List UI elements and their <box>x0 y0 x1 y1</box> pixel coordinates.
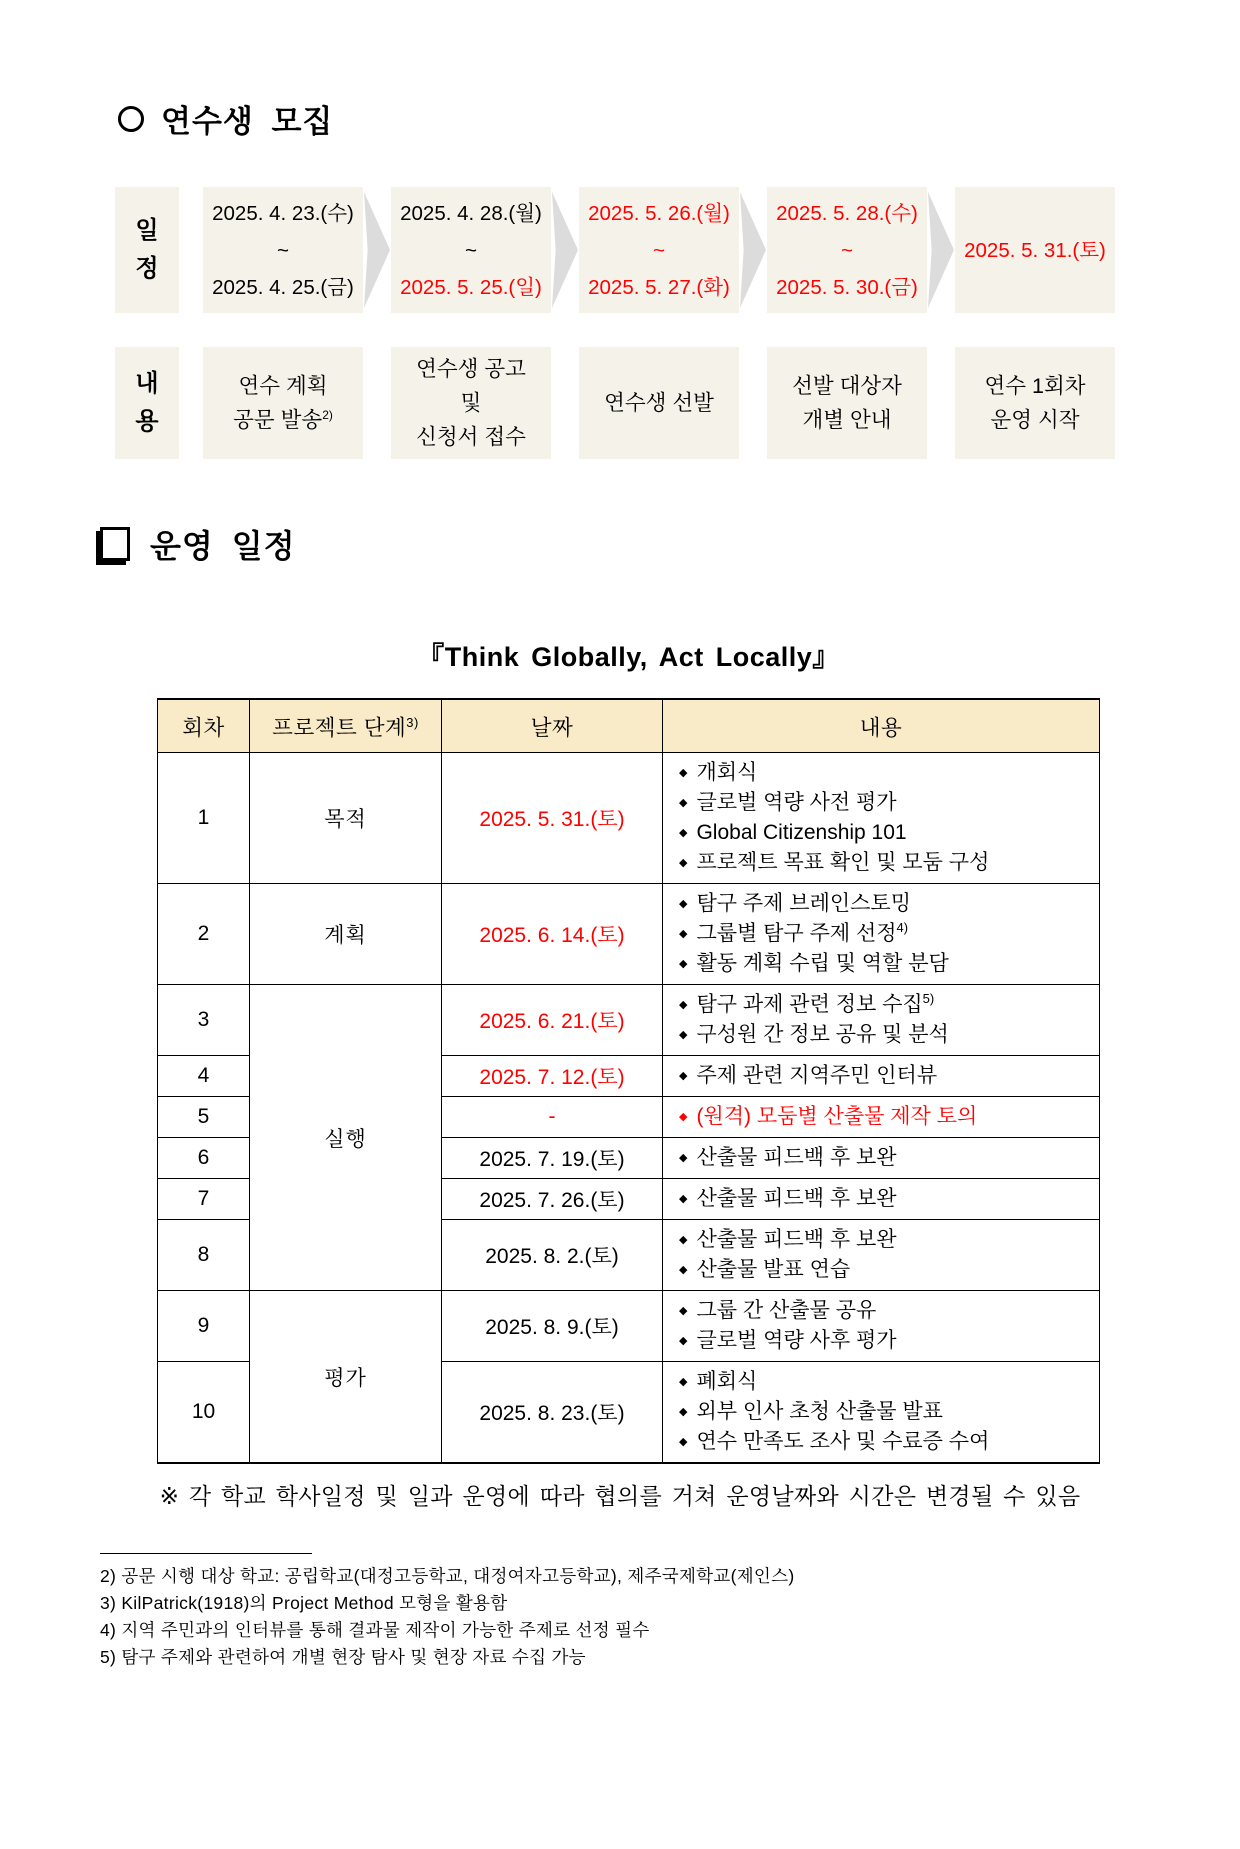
table-title: 『Think Globally, Act Locally』 <box>417 642 840 672</box>
header-stage: 프로젝트 단계$^{3)}$ <box>250 699 442 753</box>
diamond-bullet-icon: ◆ <box>679 1029 688 1041</box>
flow-content-box-3: 연수생 선발 <box>579 347 739 459</box>
flow-step-box-3-dates: 2025. 5. 26.(월) ~ 2025. 5. 27.(화) <box>579 187 739 313</box>
date-cell: - <box>442 1097 663 1138</box>
stage-cell-plan: 계획 <box>250 884 442 985</box>
bullet-item: ◆ 주제 관련 지역주민 인터뷰 <box>669 1061 1093 1091</box>
stage-cell-execute: 실행 <box>250 985 442 1291</box>
bullet-item: ◆ (원격) 모둠별 산출물 제작 토의 <box>669 1102 1093 1132</box>
content-cell <box>663 985 1100 1056</box>
content-cell <box>663 1138 1100 1179</box>
flow-step-box-1-dates: 2025. 4. 23.(수) ~ 2025. 4. 25.(금) <box>203 187 363 313</box>
flow-arrow-icon <box>740 192 766 308</box>
row-number-cell: 3 <box>158 985 250 1056</box>
recruit-heading <box>118 96 1240 141</box>
recruit-heading-label: 연수생 모집 <box>161 104 334 139</box>
date-cell: 2025. 8. 2.(토) <box>442 1220 663 1291</box>
bullet-item: ◆ 구성원 간 정보 공유 및 분석 <box>669 1020 1093 1050</box>
content-cell <box>663 1291 1100 1362</box>
footnote-divider <box>100 1553 312 1554</box>
flow-content-box-1: 연수 계획 공문 발송$^{2)}$ <box>203 347 363 459</box>
diamond-bullet-icon: ◆ <box>679 928 688 940</box>
bullet-item: ◆ 글로벌 역량 사전 평가 <box>669 788 1093 818</box>
bullet-item: ◆ 글로벌 역량 사후 평가 <box>669 1326 1093 1356</box>
flow-schedule-row <box>115 187 1115 313</box>
flow-step-box-2-dates: 2025. 4. 28.(월) ~ 2025. 5. 25.(일) <box>391 187 551 313</box>
footnote-item: 4) 지역 주민과의 인터뷰를 통해 결과물 제작이 가능한 주제로 선정 필수 <box>100 1620 650 1640</box>
flow-step-box-5-dates: 2025. 5. 31.(토) <box>955 187 1115 313</box>
content-cell <box>663 1220 1100 1291</box>
stage-cell-purpose: 목적 <box>250 753 442 884</box>
bullet-item: ◆ 산출물 피드백 후 보완 <box>669 1225 1093 1255</box>
schedule-label: 일 정 <box>115 187 179 313</box>
content-cell <box>663 753 1100 884</box>
page <box>0 96 1240 1849</box>
diamond-bullet-icon: ◆ <box>679 857 688 869</box>
bullet-item: ◆ 그룹별 탐구 주제 선정$^{4)}$ <box>669 919 1093 949</box>
diamond-bullet-icon: ◆ <box>679 1193 688 1205</box>
row-number-cell: 8 <box>158 1220 250 1291</box>
flow-content-box-4: 선발 대상자 개별 안내 <box>767 347 927 459</box>
operation-heading <box>100 521 1240 567</box>
flow-arrow-icon <box>364 192 390 308</box>
diamond-bullet-icon: ◆ <box>679 1234 688 1246</box>
bullet-item: ◆ 프로젝트 목표 확인 및 모둠 구성 <box>669 848 1093 878</box>
diamond-bullet-icon: ◆ <box>679 797 688 809</box>
diamond-bullet-icon: ◆ <box>679 767 688 779</box>
diamond-bullet-icon: ◆ <box>679 898 688 910</box>
operation-heading-label: 운영 일정 <box>150 528 296 564</box>
bullet-item: ◆ 연수 만족도 조사 및 수료증 수여 <box>669 1427 1093 1457</box>
bullet-item: ◆ 외부 인사 초청 산출물 발표 <box>669 1397 1093 1427</box>
table-row <box>158 753 1100 884</box>
row-number-cell: 6 <box>158 1138 250 1179</box>
date-cell: 2025. 7. 26.(토) <box>442 1179 663 1220</box>
row-number-cell: 4 <box>158 1056 250 1097</box>
diamond-bullet-icon: ◆ <box>679 1305 688 1317</box>
footnote-item: 3) KilPatrick(1918)의 Project Method 모형을 활용함 <box>100 1593 508 1613</box>
bullet-item: ◆ 그룹 간 산출물 공유 <box>669 1296 1093 1326</box>
circle-bullet-icon <box>118 106 144 132</box>
content-label: 내 용 <box>115 347 179 459</box>
bullet-item: ◆ 폐회식 <box>669 1367 1093 1397</box>
diamond-bullet-icon: ◆ <box>679 1436 688 1448</box>
content-cell <box>663 884 1100 985</box>
row-number-cell: 10 <box>158 1362 250 1464</box>
date-cell: 2025. 6. 14.(토) <box>442 884 663 985</box>
bullet-item: ◆ 탐구 과제 관련 정보 수집$^{5)}$ <box>669 990 1093 1020</box>
date-cell: 2025. 5. 31.(토) <box>442 753 663 884</box>
table-row <box>158 1291 1100 1362</box>
diamond-bullet-icon: ◆ <box>679 999 688 1011</box>
content-cell <box>663 1362 1100 1464</box>
date-cell: 2025. 8. 9.(토) <box>442 1291 663 1362</box>
diamond-bullet-icon: ◆ <box>679 1264 688 1276</box>
diamond-bullet-icon: ◆ <box>679 827 688 839</box>
footnote-item: 2) 공문 시행 대상 학교: 공립학교(대정고등학교, 대정여자고등학교), 제주국제학교(제인스) <box>100 1566 795 1586</box>
row-number-cell: 7 <box>158 1179 250 1220</box>
flow-arrow-icon <box>928 192 954 308</box>
header-round: 회차 <box>158 699 250 753</box>
diamond-bullet-icon: ◆ <box>679 1335 688 1347</box>
table-note: ※ 각 학교 학사일정 및 일과 운영에 따라 협의를 거쳐 운영날짜와 시간은 변경될 수 있음 <box>159 1483 1081 1509</box>
schedule-table <box>157 698 1100 1464</box>
bullet-item: ◆ 개회식 <box>669 758 1093 788</box>
footnote-item: 5) 탐구 주제와 관련하여 개별 현장 탐사 및 현장 자료 수집 가능 <box>100 1647 586 1667</box>
bullet-item: ◆ 산출물 피드백 후 보완 <box>669 1143 1093 1173</box>
bullet-item: ◆ 활동 계획 수립 및 역할 분담 <box>669 949 1093 979</box>
date-cell: 2025. 7. 12.(토) <box>442 1056 663 1097</box>
content-cell <box>663 1179 1100 1220</box>
date-cell: 2025. 7. 19.(토) <box>442 1138 663 1179</box>
row-number-cell: 1 <box>158 753 250 884</box>
bullet-item: ◆ 산출물 피드백 후 보완 <box>669 1184 1093 1214</box>
square-bullet-icon <box>100 527 130 561</box>
flow-content-row <box>115 347 1115 459</box>
header-content: 내용 <box>663 699 1100 753</box>
row-number-cell: 5 <box>158 1097 250 1138</box>
diamond-bullet-icon: ◆ <box>679 1070 688 1082</box>
flow-arrow-icon <box>552 192 578 308</box>
flow-step-box-4-dates: 2025. 5. 28.(수) ~ 2025. 5. 30.(금) <box>767 187 927 313</box>
header-date: 날짜 <box>442 699 663 753</box>
table-row <box>158 985 1100 1056</box>
bullet-item: ◆ 탐구 주제 브레인스토밍 <box>669 889 1093 919</box>
diamond-bullet-icon: ◆ <box>679 958 688 970</box>
flow-content-box-2: 연수생 공고 및 신청서 접수 <box>391 347 551 459</box>
stage-cell-evaluate: 평가 <box>250 1291 442 1464</box>
bullet-item: ◆ 산출물 발표 연습 <box>669 1255 1093 1285</box>
bullet-item: ◆ Global Citizenship 101 <box>669 818 1093 848</box>
flow-content-box-5: 연수 1회차 운영 시작 <box>955 347 1115 459</box>
content-cell <box>663 1097 1100 1138</box>
diamond-bullet-icon: ◆ <box>679 1111 688 1123</box>
table-header-row <box>158 699 1100 753</box>
row-number-cell: 9 <box>158 1291 250 1362</box>
diamond-bullet-icon: ◆ <box>679 1376 688 1388</box>
date-cell: 2025. 8. 23.(토) <box>442 1362 663 1464</box>
diamond-bullet-icon: ◆ <box>679 1152 688 1164</box>
row-number-cell: 2 <box>158 884 250 985</box>
diamond-bullet-icon: ◆ <box>679 1406 688 1418</box>
date-cell: 2025. 6. 21.(토) <box>442 985 663 1056</box>
table-row <box>158 884 1100 985</box>
footnotes <box>100 1553 1240 1671</box>
content-cell <box>663 1056 1100 1097</box>
recruitment-flow <box>115 187 1115 459</box>
